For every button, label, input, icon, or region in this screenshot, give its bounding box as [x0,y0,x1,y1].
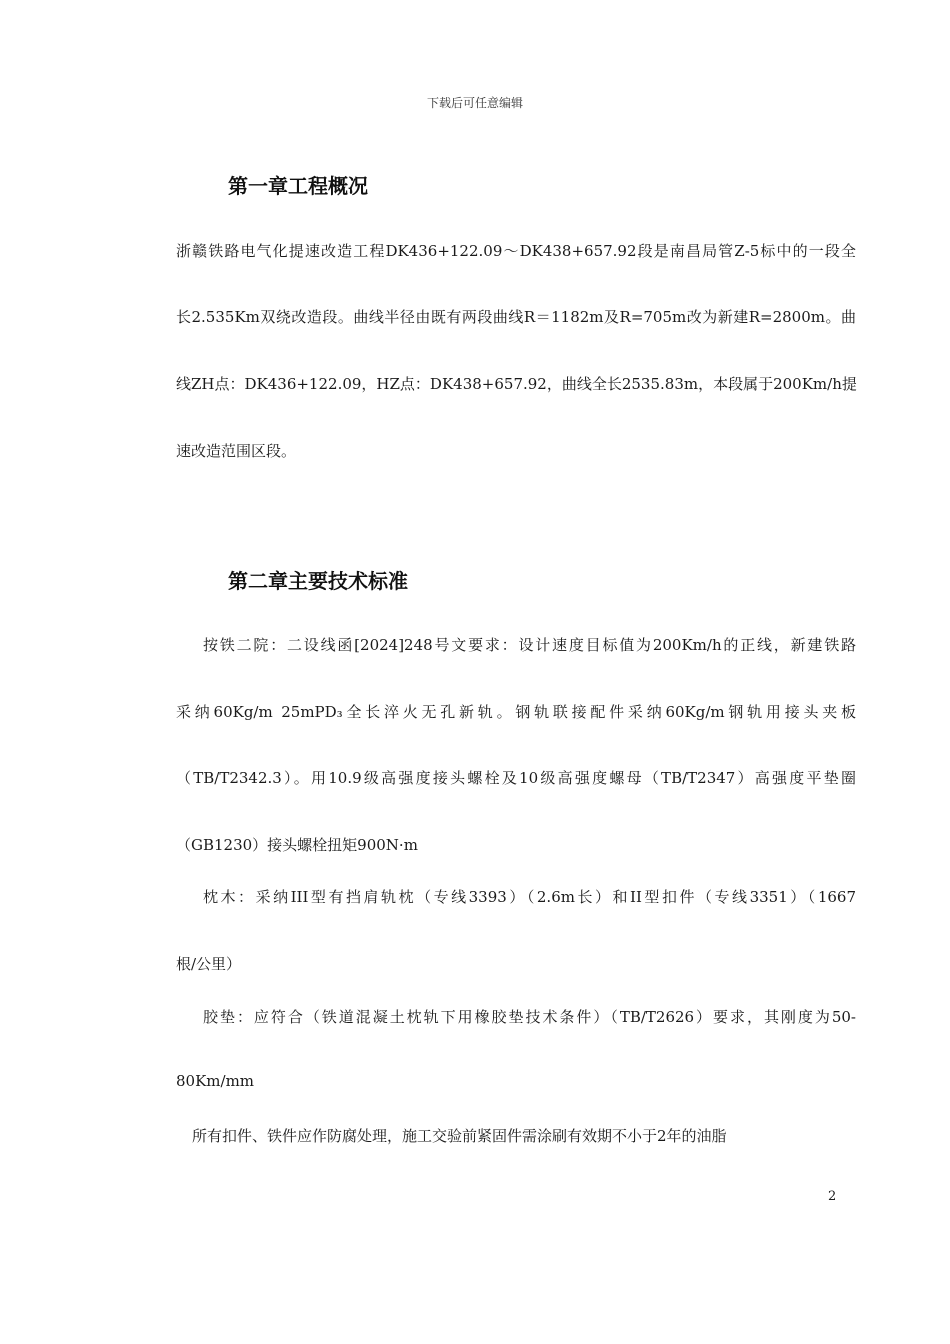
chapter-1-line-3: 线ZH点：DK436+122.09，HZ点：DK438+657.92，曲线全长2535.83m，本段属于200Km/h提 [176,375,857,393]
chapter-2-p2-line-2: 根/公里） [176,955,242,973]
chapter-2-p4: 所有扣件、铁件应作防腐处理，施工交验前紧固件需涂刷有效期不小于2年的油脂 [192,1127,727,1145]
chapter-2-p3-line-1: 胶垫：应符合（铁道混凝土枕轨下用橡胶垫技术条件）（TB/T2626）要求，其刚度为50- [203,1008,856,1026]
page-number: 2 [828,1189,837,1204]
chapter-1-line-2: 长2.535Km双绕改造段。曲线半径由既有两段曲线R＝1182m及R=705m改为新建R=2800m。曲 [176,308,856,326]
chapter-1-line-4: 速改造范围区段。 [176,442,297,460]
chapter-2-p1-line-4: （GB1230）接头螺栓扭矩900N·m [176,836,418,854]
chapter-1-title: 第一章工程概况 [228,174,368,198]
chapter-2-title: 第二章主要技术标准 [228,569,408,593]
chapter-1-line-1: 浙赣铁路电气化提速改造工程DK436+122.09～DK438+657.92段是南昌局管Z-5标中的一段全 [176,242,856,260]
chapter-2-p1-line-1: 按铁二院：二设线函[2024]248号文要求：设计速度目标值为200Km/h的正线，新建铁路 [203,636,856,654]
chapter-2-p1-line-2: 采纳60Kg/m 25mPD₃全长淬火无孔新轨。钢轨联接配件采纳60Kg/m钢轨用接头夹板 [176,703,856,721]
page-header: 下载后可任意编辑 [426,96,523,110]
chapter-2-p2-line-1: 枕木：采纳III型有挡肩轨枕（专线3393）（2.6m长）和II型扣件（专线3351）（1667 [203,888,856,906]
chapter-2-p1-line-3: （TB/T2342.3）。用10.9级高强度接头螺栓及10级高强度螺母（TB/T2347）高强度平垫圈 [176,769,856,787]
chapter-2-p3-line-2: 80Km/mm [176,1072,255,1090]
